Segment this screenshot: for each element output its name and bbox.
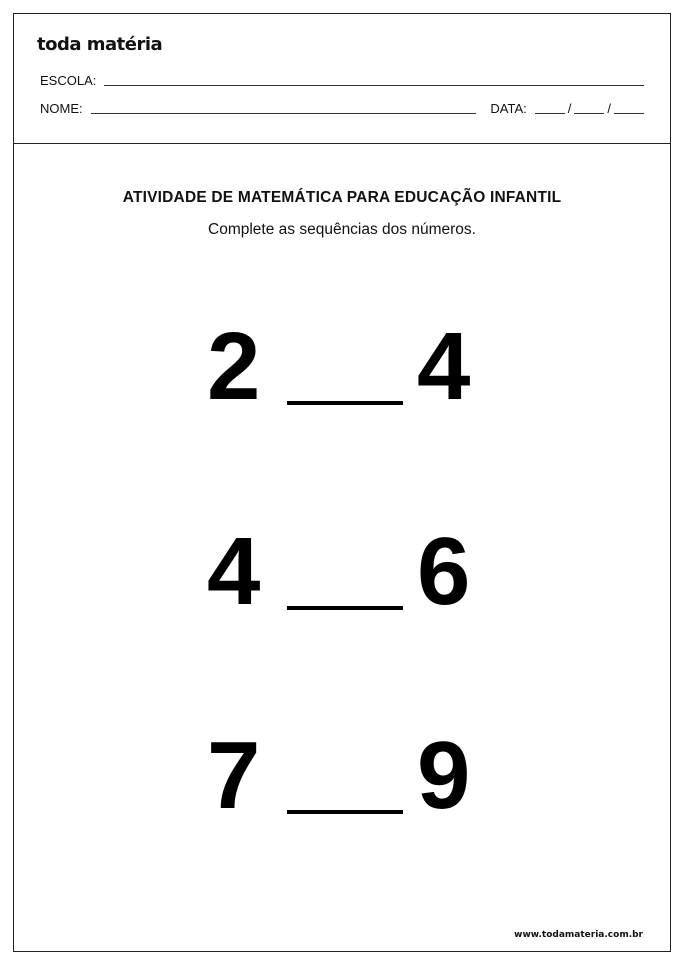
date-separator: / <box>567 101 572 116</box>
school-row <box>40 74 644 88</box>
name-label: NOME: <box>40 101 83 116</box>
school-label: ESCOLA: <box>40 73 97 88</box>
worksheet-header <box>14 14 670 144</box>
website-link[interactable]: www.todamateria.com.br <box>514 930 643 940</box>
worksheet <box>13 13 671 952</box>
date-month-field[interactable] <box>574 113 604 114</box>
sequence-last-number: 4 <box>417 313 471 420</box>
date-day-field[interactable] <box>535 113 565 114</box>
sequence-last-number: 9 <box>417 722 471 829</box>
sequence-row <box>14 722 670 829</box>
sequence-blank[interactable] <box>287 810 403 814</box>
sequence-first-number: 4 <box>207 518 261 625</box>
name-field[interactable] <box>91 113 477 114</box>
sequence-first-number: 7 <box>207 722 261 829</box>
sequence-first-number: 2 <box>207 313 261 420</box>
sequence-blank[interactable] <box>287 606 403 610</box>
activity-title: ATIVIDADE DE MATEMÁTICA PARA EDUCAÇÃO INFANTIL <box>122 189 562 206</box>
name-date-row <box>40 102 644 116</box>
sequence-row <box>14 518 670 625</box>
date-separator: / <box>607 101 611 116</box>
sequence-blank[interactable] <box>287 401 403 405</box>
date-year-field[interactable] <box>614 113 644 114</box>
date-label: DATA: <box>490 101 527 116</box>
sequence-last-number: 6 <box>417 518 471 625</box>
school-field[interactable] <box>104 85 644 86</box>
brand-logo: toda matéria <box>37 34 163 55</box>
sequence-row <box>14 313 670 420</box>
activity-instruction: Complete as sequências dos números. <box>208 221 476 238</box>
